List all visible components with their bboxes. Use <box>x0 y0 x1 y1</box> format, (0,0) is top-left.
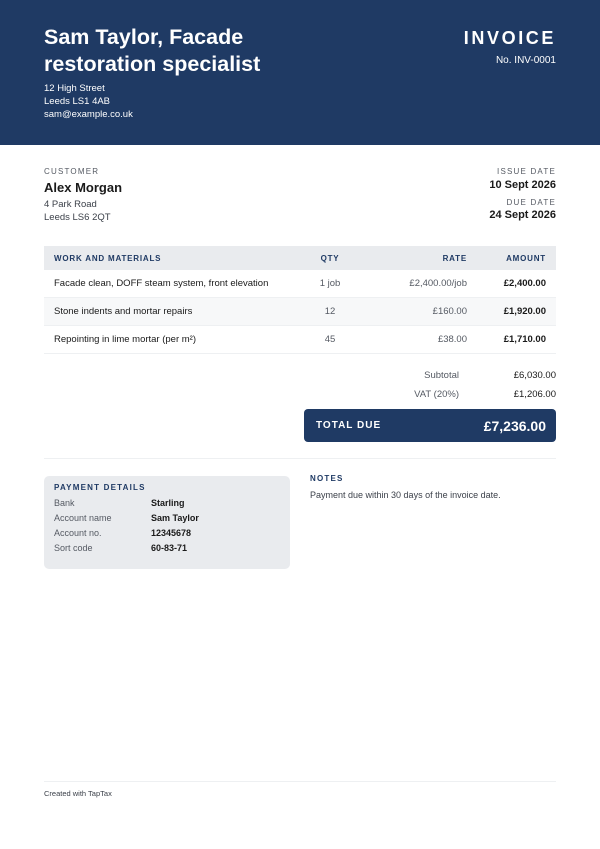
table-row <box>44 270 556 298</box>
row-rate: £160.00 <box>432 306 467 317</box>
customer-street: 4 Park Road <box>44 199 97 210</box>
row-desc: Facade clean, DOFF steam system, front elevation <box>54 278 269 289</box>
subtotal-label: Subtotal <box>424 370 459 381</box>
customer-name: Alex Morgan <box>44 180 123 195</box>
table-row <box>44 326 556 354</box>
row-qty: 12 <box>324 306 336 317</box>
payment-row <box>54 540 280 555</box>
row-amount: £1,920.00 <box>503 306 546 317</box>
payment-label: Bank <box>54 497 75 508</box>
business-email: sam@example.co.uk <box>44 109 133 120</box>
row-desc: Stone indents and mortar repairs <box>54 306 193 317</box>
totals-block <box>304 366 556 404</box>
row-rate: £2,400.00/job <box>409 278 467 289</box>
table-header <box>44 246 556 270</box>
header-rate: RATE <box>442 253 467 263</box>
vat-value: £1,206.00 <box>513 389 556 400</box>
issue-date-label: ISSUE DATE <box>497 167 556 176</box>
subtotal-row <box>304 366 556 385</box>
payment-value: 60-83-71 <box>151 542 188 553</box>
invoice-header <box>0 0 600 145</box>
line-items-table <box>44 246 556 354</box>
header-qty: QTY <box>320 253 340 263</box>
payment-value: Sam Taylor <box>151 512 199 523</box>
payment-label: Account no. <box>54 527 102 538</box>
business-name: Sam Taylor, Facade restoration specialist <box>44 25 261 76</box>
payment-row <box>54 510 280 525</box>
vat-row <box>304 385 556 404</box>
customer-address <box>44 199 111 224</box>
total-due-bar <box>304 409 556 442</box>
footer-divider <box>44 781 556 782</box>
customer-label: CUSTOMER <box>44 167 100 176</box>
total-due-value: £7,236.00 <box>483 417 546 434</box>
business-city: Leeds LS1 4AB <box>44 96 111 107</box>
payment-value: Starling <box>151 497 185 508</box>
invoice-title: INVOICE <box>463 28 556 48</box>
header-amount: AMOUNT <box>506 253 546 263</box>
payment-row <box>54 525 280 540</box>
payment-label: Sort code <box>54 542 93 553</box>
payment-details-box <box>44 476 290 569</box>
payment-label: Account name <box>54 512 112 523</box>
customer-city: Leeds LS6 2QT <box>44 211 111 223</box>
payment-details-title: PAYMENT DETAILS <box>54 483 146 492</box>
row-rate: £38.00 <box>437 334 467 345</box>
subtotal-value: £6,030.00 <box>513 370 556 381</box>
row-desc: Repointing in lime mortar (per m²) <box>54 334 197 345</box>
payment-row <box>54 495 280 510</box>
total-due-label: TOTAL DUE <box>316 420 382 431</box>
business-street: 12 High Street <box>44 83 105 94</box>
table-row <box>44 298 556 326</box>
business-address <box>44 82 133 121</box>
due-date: 24 Sept 2026 <box>489 209 556 221</box>
due-date-label: DUE DATE <box>506 198 556 207</box>
invoice-number: No. INV-0001 <box>495 55 556 66</box>
section-divider <box>44 458 556 459</box>
row-qty: 1 job <box>319 278 341 289</box>
row-qty: 45 <box>324 334 336 345</box>
footer-credit: Created with TapTax <box>44 789 112 798</box>
notes-text: Payment due within 30 days of the invoice date. <box>310 490 501 500</box>
row-amount: £2,400.00 <box>503 278 546 289</box>
issue-date: 10 Sept 2026 <box>489 179 556 191</box>
row-amount: £1,710.00 <box>503 334 546 345</box>
vat-label: VAT (20%) <box>414 389 459 400</box>
payment-value: 12345678 <box>151 527 192 538</box>
notes-label: NOTES <box>310 474 344 483</box>
header-desc: WORK AND MATERIALS <box>54 253 162 263</box>
